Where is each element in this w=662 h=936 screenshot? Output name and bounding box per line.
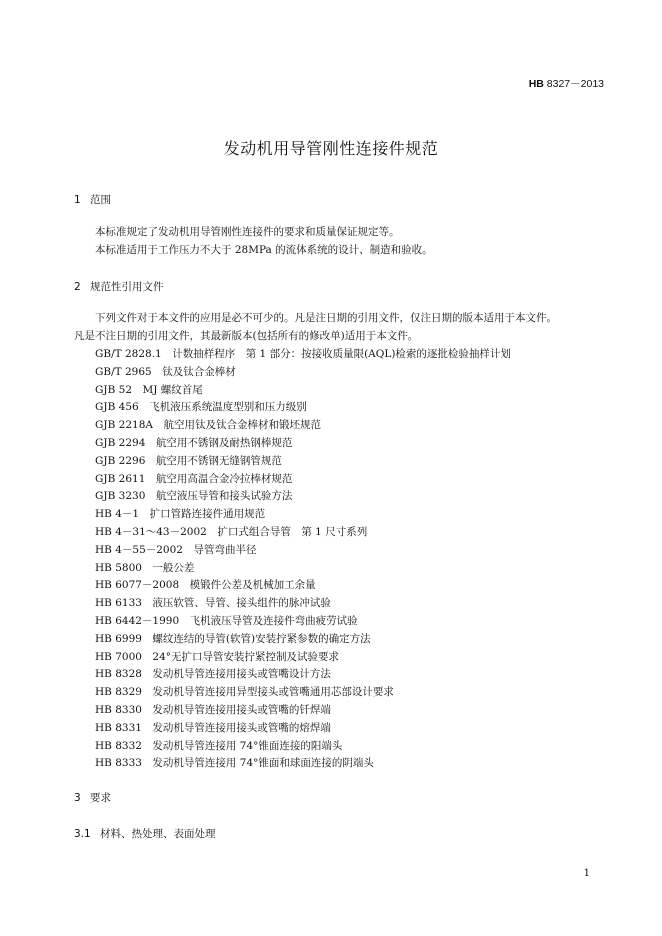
reference-item: GJB 2296 航空用不锈钢无缝钢管规范	[95, 454, 282, 467]
reference-item: GB/T 2828.1 计数抽样程序 第 1 部分：按接收质量限(AQL)检索的逐批检验抽样计划	[95, 348, 511, 360]
reference-item: HB 8328 发动机导管连接用接头或管嘴设计方法	[95, 668, 331, 681]
reference-item: GJB 2611 航空用高温合金冷拉棒材规范	[95, 472, 293, 485]
reference-item: HB 6442－1990 飞机液压导管及连接件弯曲疲劳试验	[95, 614, 358, 627]
standard-prefix: HB	[528, 78, 544, 90]
reference-item: HB 4－1 扩口管路连接件通用规范	[95, 508, 266, 521]
reference-item: GJB 456 飞机液压系统温度型别和压力级别	[95, 401, 307, 414]
section-3-heading	[74, 790, 111, 805]
section-3-number: 3	[74, 792, 81, 804]
reference-item: GJB 2294 航空用不锈钢及耐热钢棒规范	[95, 436, 293, 449]
reference-item: HB 6077－2008 模锻件公差及机械加工余量	[95, 579, 316, 592]
reference-item: HB 8332 发动机导管连接用 74°锥面连接的阳端头	[95, 739, 343, 752]
scope-paragraph-2: 本标准适用于工作压力不大于 28MPa 的流体系统的设计、制造和验收。	[95, 243, 433, 256]
reference-item: HB 4－55－2002 导管弯曲半径	[95, 543, 257, 556]
reference-item: HB 6133 液压软管、导管、接头组件的脉冲试验	[95, 597, 331, 610]
reference-item: HB 8329 发动机导管连接用异型接头或管嘴通用芯部设计要求	[95, 686, 394, 699]
section-1-title: 范围	[90, 194, 111, 206]
reference-item: GJB 2218A 航空用钛及钛合金棒材和锻坯规范	[95, 419, 321, 432]
section-2-number: 2	[74, 281, 81, 293]
standard-number	[529, 76, 604, 91]
reference-item: HB 8331 发动机导管连接用接头或管嘴的熔焊端	[95, 721, 331, 734]
reference-item: HB 5800 一般公差	[95, 561, 195, 574]
scope-paragraph-1: 本标准规定了发动机用导管刚性连接件的要求和质量保证规定等。	[95, 226, 400, 238]
section-1-heading	[74, 192, 111, 207]
section-3-title: 要求	[90, 792, 111, 804]
normative-intro	[74, 310, 604, 345]
normative-intro-line-1: 下列文件对于本文件的应用是必不可少的。凡是注日期的引用文件，仅注日期的版本适用于本文件。	[95, 312, 557, 324]
reference-item: HB 7000 24°无扩口导管安装拧紧控制及试验要求	[95, 650, 340, 663]
reference-item: GJB 52 MJ 螺纹首尾	[95, 383, 203, 396]
normative-intro-line-2: 凡是不注日期的引用文件，其最新版本(包括所有的修改单)适用于本文件。	[74, 329, 419, 342]
standard-suffix: 8327－2013	[543, 78, 604, 90]
reference-item: HB 8330 发动机导管连接用接头或管嘴的钎焊端	[95, 703, 331, 716]
section-2-heading	[74, 279, 164, 294]
reference-item: GJB 3230 航空液压导管和接头试验方法	[95, 490, 293, 503]
reference-item: GB/T 2965 钛及钛合金棒材	[95, 365, 236, 378]
reference-item: HB 4－31～43－2002 扩口式组合导管 第 1 尺寸系列	[95, 525, 368, 538]
section-2-title: 规范性引用文件	[90, 281, 164, 293]
page-number: 1	[583, 868, 590, 879]
section-1-number: 1	[74, 194, 81, 206]
reference-item: HB 8333 发动机导管连接用 74°锥面和球面连接的阴端头	[95, 757, 374, 770]
reference-item: HB 6999 螺纹连结的导管(软管)安装拧紧参数的确定方法	[95, 632, 371, 645]
reference-list	[95, 346, 595, 773]
scope-paragraphs	[74, 224, 604, 259]
section-3-1-title: 材料、热处理、表面处理	[100, 828, 216, 840]
section-3-1-number: 3.1	[74, 828, 91, 840]
section-3-1-heading	[74, 826, 216, 841]
document-title: 发动机用导管刚性连接件规范	[223, 139, 439, 158]
